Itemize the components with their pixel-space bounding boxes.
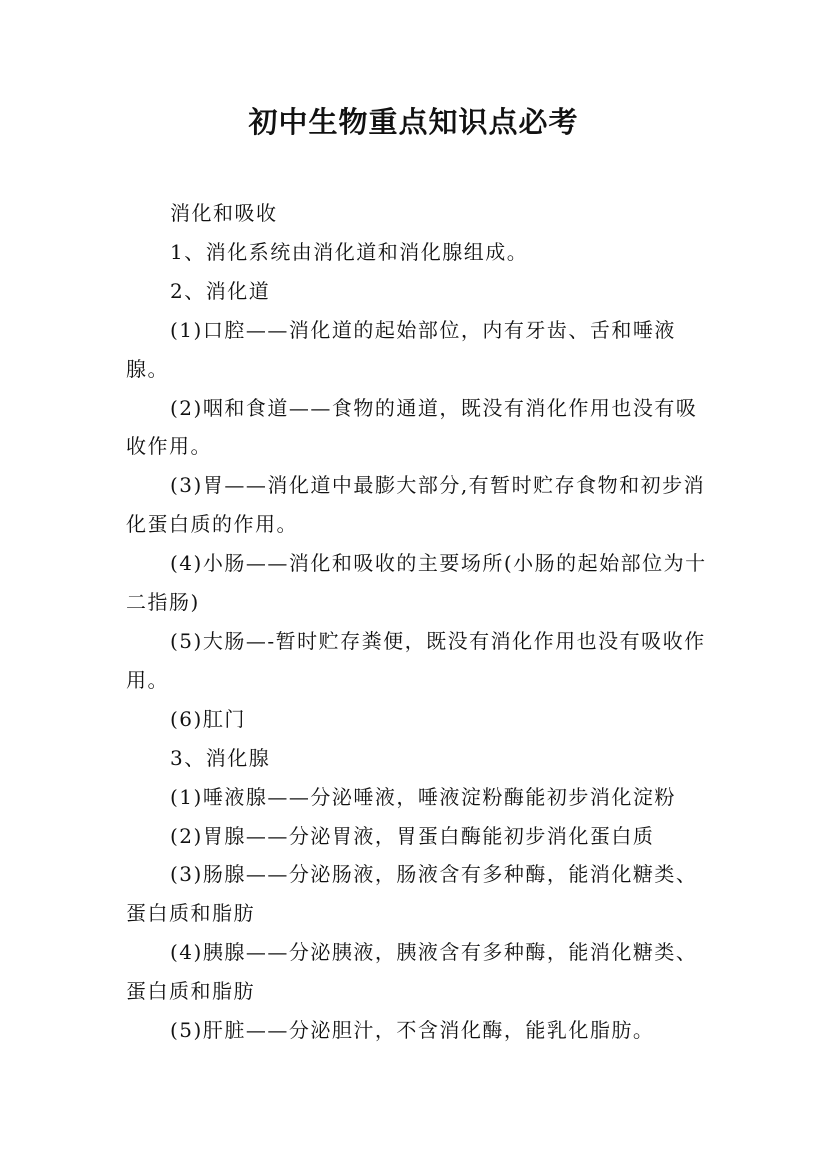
paragraph-salivary-gland: (1)唾液腺——分泌唾液，唾液淀粉酶能初步消化淀粉 bbox=[170, 784, 676, 809]
paragraph-intestinal-gland: (3)肠腺——分泌肠液，肠液含有多种酶，能消化糖类、蛋白质和脂肪 bbox=[126, 862, 698, 926]
document-title: 初中生物重点知识点必考 bbox=[248, 105, 579, 139]
paragraph-pharynx-esophagus: (2)咽和食道——食物的通道，既没有消化作用也没有吸收作用。 bbox=[126, 395, 698, 459]
paragraph-gastric-gland: (2)胃腺——分泌胃液，胃蛋白酶能初步消化蛋白质 bbox=[170, 823, 655, 848]
section-heading-digestion: 消化和吸收 bbox=[170, 201, 278, 225]
paragraph-small-intestine: (4)小肠——消化和吸收的主要场所(小肠的起始部位为十二指肠) bbox=[126, 551, 707, 615]
paragraph-liver: (5)肝脏——分泌胆汁，不含消化酶，能乳化脂肪。 bbox=[170, 1018, 655, 1043]
paragraph-anus: (6)肛门 bbox=[170, 706, 246, 731]
paragraph-pancreas: (4)胰腺——分泌胰液，胰液含有多种酶，能消化糖类、蛋白质和脂肪 bbox=[126, 940, 698, 1004]
paragraph-digestive-system: 1、消化系统由消化道和消化腺组成。 bbox=[170, 239, 529, 264]
subheading-digestive-tract: 2、消化道 bbox=[170, 278, 271, 303]
paragraph-large-intestine: (5)大肠—-暂时贮存粪便，既没有消化作用也没有吸收作用。 bbox=[126, 628, 706, 692]
paragraph-stomach: (3)胃——消化道中最膨大部分,有暂时贮存食物和初步消化蛋白质的作用。 bbox=[126, 473, 706, 537]
subheading-digestive-glands: 3、消化腺 bbox=[170, 745, 271, 770]
document-body bbox=[126, 194, 716, 1050]
paragraph-mouth: (1)口腔——消化道的起始部位，内有牙齿、舌和唾液腺。 bbox=[126, 317, 676, 381]
